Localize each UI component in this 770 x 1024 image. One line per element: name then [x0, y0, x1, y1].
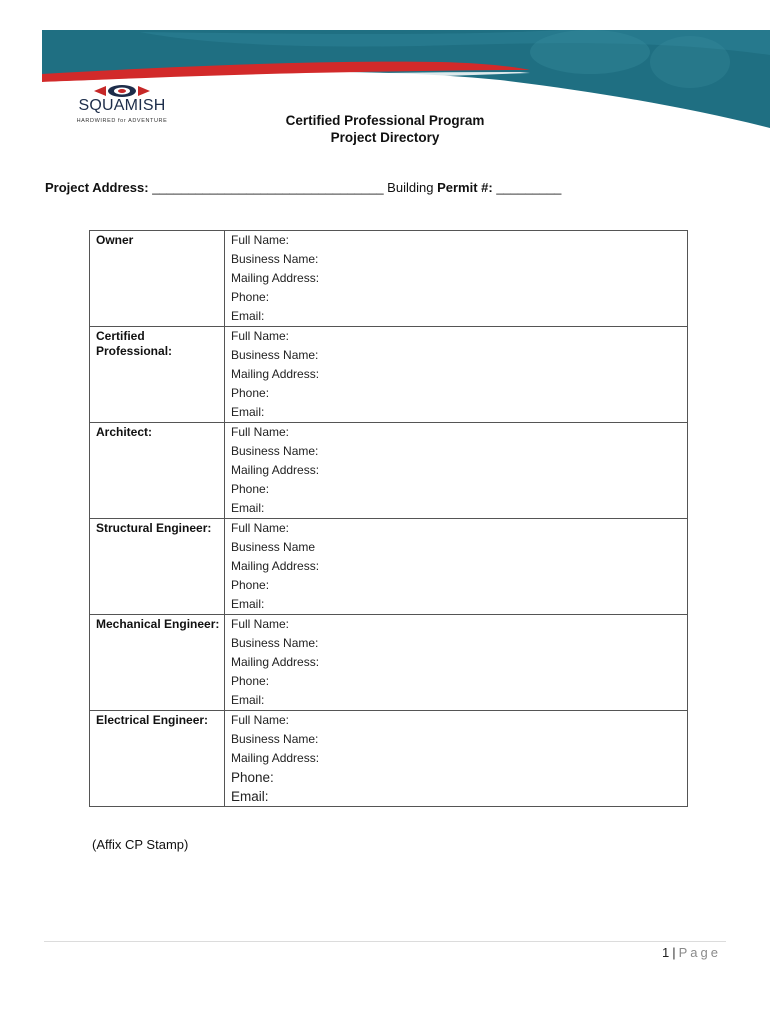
footer-divider: [44, 941, 726, 942]
page-number-value: 1: [662, 945, 670, 960]
contact-field[interactable]: Business Name:: [231, 636, 319, 650]
contact-field[interactable]: Business Name:: [231, 444, 319, 458]
contact-fields: [225, 615, 688, 711]
contact-field[interactable]: Phone:: [231, 770, 274, 785]
role-label: Certified Professional:: [90, 327, 225, 423]
contact-field[interactable]: Business Name: [231, 540, 316, 554]
project-directory-table: [89, 230, 688, 807]
project-address-blank[interactable]: ________________________________: [152, 180, 384, 195]
contact-field[interactable]: Email:: [231, 309, 265, 323]
contact-field[interactable]: Email:: [231, 501, 265, 515]
contact-field[interactable]: Email:: [231, 693, 265, 707]
contact-field[interactable]: Mailing Address:: [231, 751, 320, 765]
contact-fields: [225, 423, 688, 519]
contact-fields: [225, 711, 688, 807]
permit-label: Permit #:: [437, 180, 493, 195]
contact-field[interactable]: Phone:: [231, 674, 270, 688]
contact-field[interactable]: Full Name:: [231, 425, 290, 439]
role-label: Owner: [90, 231, 225, 327]
contact-field[interactable]: Mailing Address:: [231, 559, 320, 573]
contact-field[interactable]: Business Name:: [231, 252, 319, 266]
cp-stamp-note: (Affix CP Stamp): [92, 837, 189, 852]
contact-fields: [225, 231, 688, 327]
document-title: Certified Professional Program: [285, 113, 485, 128]
page-separator: |: [672, 945, 676, 960]
contact-field[interactable]: Full Name:: [231, 329, 290, 343]
contact-field[interactable]: Mailing Address:: [231, 463, 320, 477]
contact-field[interactable]: Full Name:: [231, 521, 290, 535]
contact-fields: [225, 519, 688, 615]
contact-field[interactable]: Phone:: [231, 290, 270, 304]
page-number: [662, 945, 721, 960]
project-address-line: [45, 180, 561, 195]
logo-name: SQUAMISH: [78, 97, 166, 114]
contact-fields: [225, 327, 688, 423]
contact-field[interactable]: Email:: [231, 597, 265, 611]
logo-emblem-icon: [92, 84, 152, 98]
page-word: Page: [678, 945, 721, 960]
role-label: Mechanical Engineer:: [90, 615, 225, 711]
role-label: Architect:: [90, 423, 225, 519]
contact-field[interactable]: Phone:: [231, 386, 270, 400]
contact-field[interactable]: Mailing Address:: [231, 367, 320, 381]
contact-field[interactable]: Business Name:: [231, 732, 319, 746]
building-label: Building: [387, 180, 434, 195]
role-label: Electrical Engineer:: [90, 711, 225, 807]
contact-field[interactable]: Email:: [231, 789, 269, 804]
project-address-label: Project Address:: [45, 180, 149, 195]
logo-tagline: HARDWIRED for ADVENTURE: [76, 118, 168, 124]
contact-field[interactable]: Phone:: [231, 482, 270, 496]
contact-field[interactable]: Email:: [231, 405, 265, 419]
contact-field[interactable]: Business Name:: [231, 348, 319, 362]
directory-row: [90, 519, 688, 615]
contact-field[interactable]: Mailing Address:: [231, 271, 320, 285]
directory-row: [90, 615, 688, 711]
directory-row: [90, 423, 688, 519]
directory-row: [90, 711, 688, 807]
contact-field[interactable]: Mailing Address:: [231, 655, 320, 669]
contact-field[interactable]: Full Name:: [231, 713, 290, 727]
contact-field[interactable]: Phone:: [231, 578, 270, 592]
contact-field[interactable]: Full Name:: [231, 617, 290, 631]
directory-row: [90, 231, 688, 327]
role-label: Structural Engineer:: [90, 519, 225, 615]
document-subtitle: Project Directory: [330, 130, 440, 145]
directory-row: [90, 327, 688, 423]
contact-field[interactable]: Full Name:: [231, 233, 290, 247]
permit-blank[interactable]: _________: [496, 180, 562, 195]
